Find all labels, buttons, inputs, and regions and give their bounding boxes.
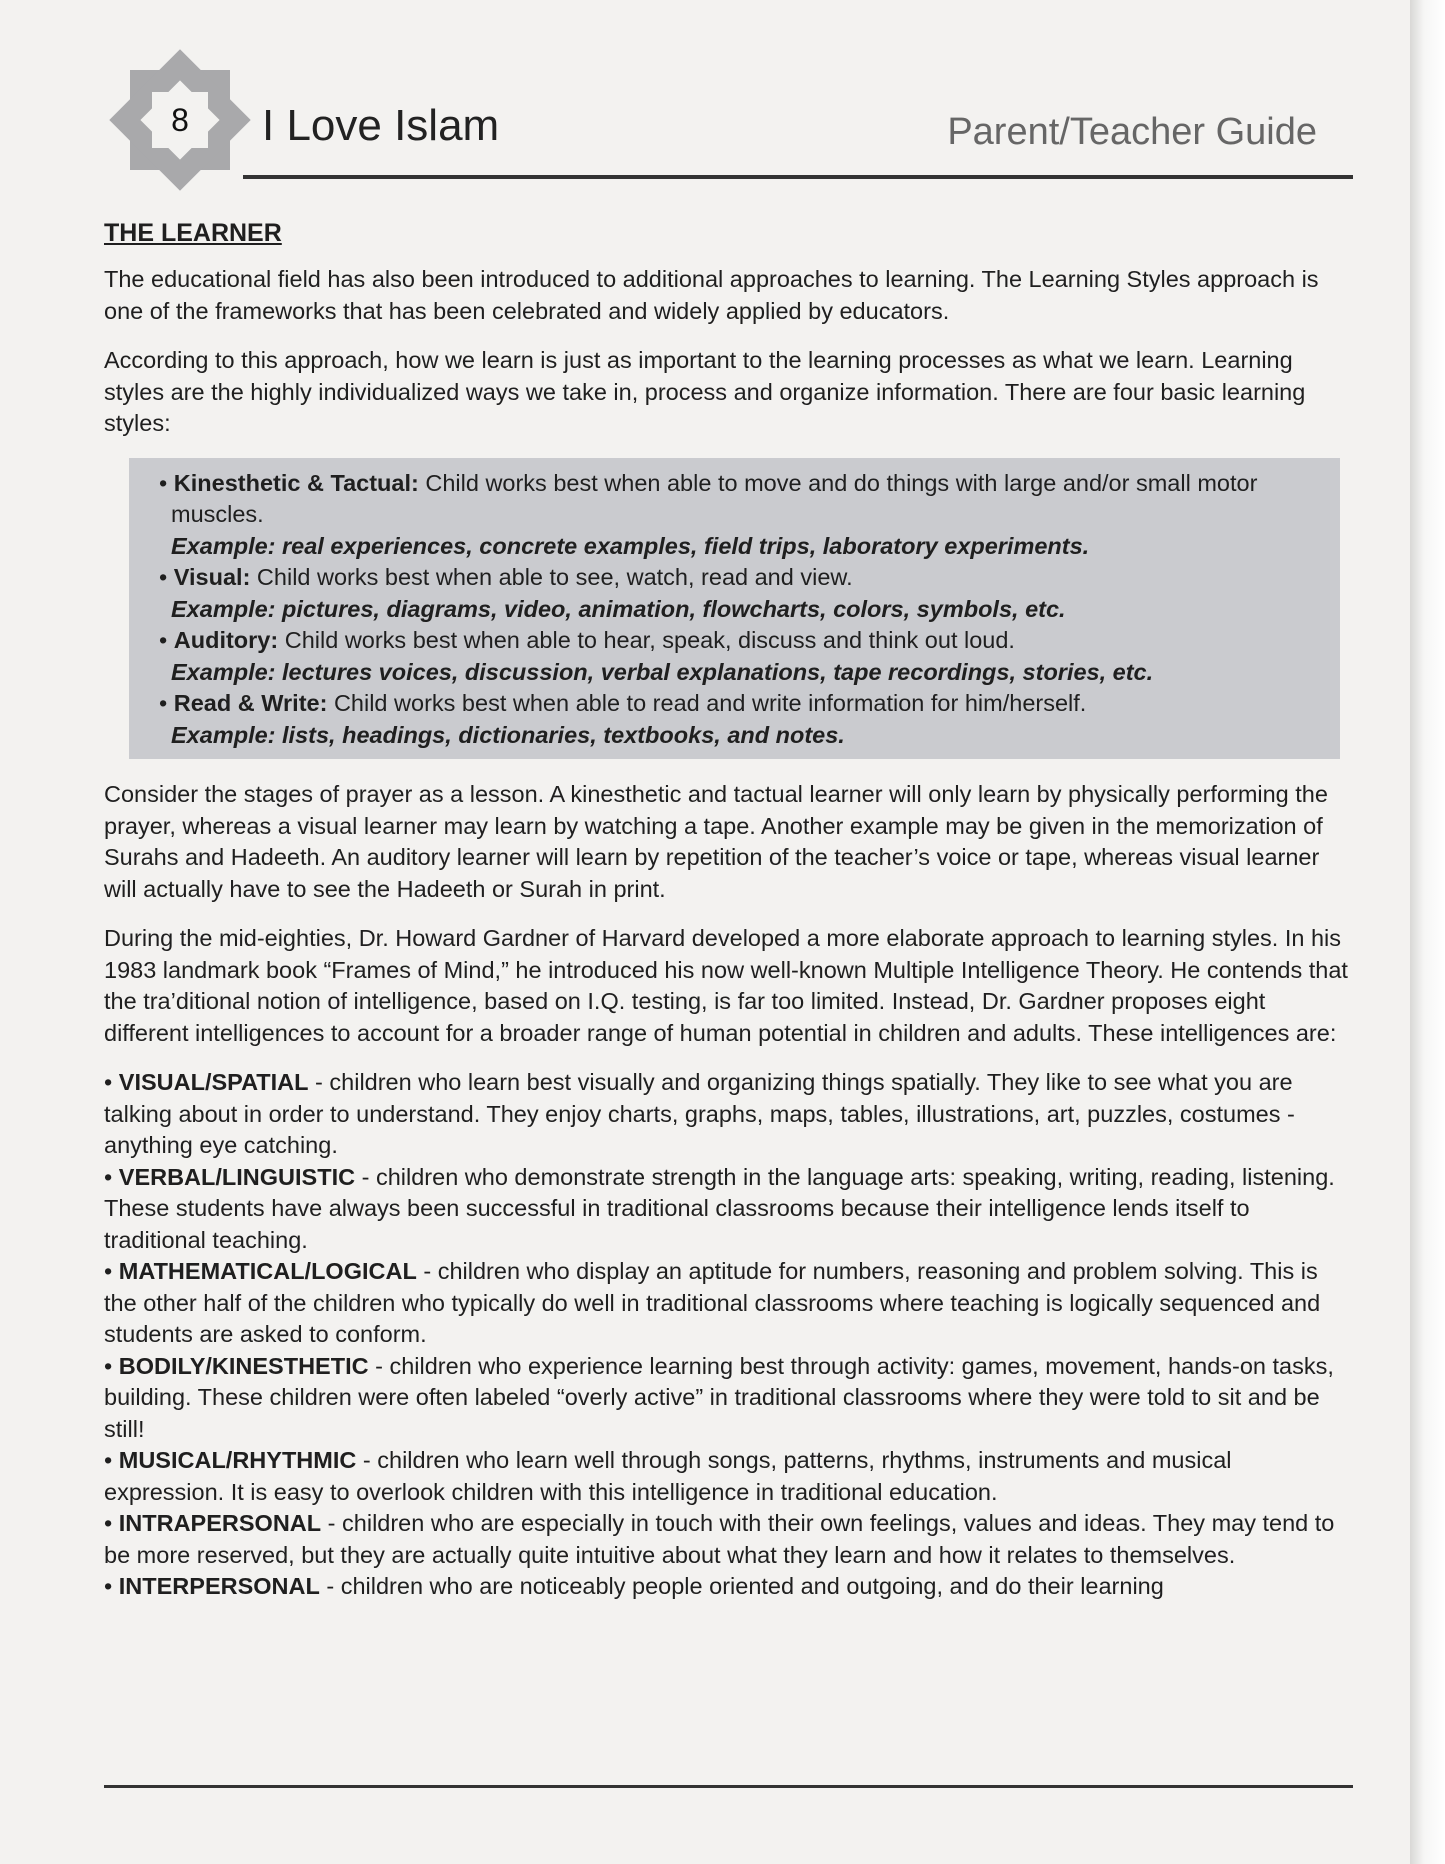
footer-divider — [104, 1785, 1353, 1788]
intelligence-description: - children who are especially in touch with their own feelings, values and ideas. They may tend to be more reserved, but they are actually quite intuitive about what they learn and how it relates to themselves. — [104, 1510, 1335, 1568]
header-divider — [243, 175, 1353, 179]
intelligences-list — [104, 1067, 1355, 1603]
page-number: 8 — [171, 102, 189, 138]
intelligence-item: • INTRAPERSONAL - children who are especially in touch with their own feelings, values and ideas. They may tend to be more reserved, but they are actually quite intuitive about what they learn and how it relates to themselves. — [104, 1510, 1335, 1568]
intelligence-description: - children who experience learning best through activity: games, movement, hands-on tasks, building. These children were often labeled “overly active” in traditional classrooms where they were told to sit and be still! — [104, 1352, 1334, 1442]
intelligence-description: - children who are noticeably people oriented and outgoing, and do their learning — [319, 1573, 1164, 1599]
intelligence-item: • VISUAL/SPATIAL - children who learn best visually and organizing things spatially. They like to see what you are talking about in order to understand. They enjoy charts, graphs, maps, tables, illustrations, art, puzzles, costumes - anything eye catching. — [104, 1069, 1295, 1158]
learning-style-item: • Auditory: Child works best when able to hear, speak, discuss and think out loud. Example: lectures voices, discussion, verbal explanations, tape recordings, stories, etc. — [171, 625, 1318, 688]
style-description: Child works best when able to hear, speak, discuss and think out loud. — [278, 627, 1015, 653]
intro-paragraph: The educational field has also been introduced to additional approaches to learning. The Learning Styles approach is one of the frameworks that has been celebrated and widely applied by educators. — [104, 266, 1319, 324]
main-content — [104, 216, 1355, 1603]
intelligence-item: • VERBAL/LINGUISTIC - children who demonstrate strength in the language arts: speaking, writing, reading, listening. These students have always been successful in traditional classrooms because their intelligence lends itself to traditional teaching. — [104, 1163, 1335, 1253]
book-title: I Love Islam — [262, 101, 500, 150]
intelligence-item: • BODILY/KINESTHETIC - children who experience learning best through activity: games, movement, hands-on tasks, building. These children were often labeled “overly active” in traditional classrooms where they were told to sit and be still! — [104, 1352, 1334, 1442]
intelligence-name: VISUAL/SPATIAL — [118, 1069, 309, 1095]
style-name: Kinesthetic & Tactual: — [173, 469, 419, 496]
learning-style-item: • Read & Write: Child works best when able to read and write information for him/herself. Example: lists, headings, dictionaries, textbooks, and notes. — [171, 688, 1318, 751]
style-example: Example: real experiences, concrete examples, field trips, laboratory experiments. — [171, 532, 1090, 559]
body-paragraph: Consider the stages of prayer as a lesson. A kinesthetic and tactual learner will only learn by physically performing the prayer, whereas a visual learner may learn by watching a tape. Another example may be given in the memorization of Surahs and Hadeeth. An auditory learner will learn by repetition of the teacher’s voice or tape, whereas visual learner will actually have to see the Hadeeth or Surah in print. — [104, 781, 1328, 902]
style-name: Read & Write: — [173, 690, 328, 716]
guide-title: Parent/Teacher Guide — [947, 111, 1317, 153]
style-name: Auditory: — [173, 627, 279, 653]
learning-style-item: • Visual: Child works best when able to see, watch, read and view. Example: pictures, diagrams, video, animation, flowcharts, colors, symbols, etc. — [171, 562, 1318, 625]
intelligence-name: BODILY/KINESTHETIC — [118, 1352, 369, 1379]
intelligence-description: - children who learn best visually and organizing things spatially. They like to see what you are talking about in order to understand. They enjoy charts, graphs, maps, tables, illustrations, art, puzzles, costumes - anything eye catching. — [104, 1069, 1295, 1158]
learning-style-item: • Kinesthetic & Tactual: Child works best when able to move and do things with large and/or small motor muscles. Example: real experiences, concrete examples, field trips, laboratory experiments. — [171, 468, 1318, 563]
intelligence-item: • MUSICAL/RHYTHMIC - children who learn well through songs, patterns, rhythms, instruments and musical expression. It is easy to overlook children with this intelligence in traditional education. — [104, 1447, 1232, 1505]
intelligence-item: • INTERPERSONAL - children who are noticeably people oriented and outgoing, and do their learning — [104, 1573, 1164, 1599]
style-example: Example: lectures voices, discussion, verbal explanations, tape recordings, stories, etc. — [171, 658, 1154, 685]
style-description: Child works best when able to move and do things with large and/or small motor muscles. — [171, 469, 1258, 527]
intelligence-name: INTRAPERSONAL — [118, 1510, 322, 1536]
intelligence-name: MUSICAL/RHYTHMIC — [118, 1447, 357, 1473]
learning-styles-box — [129, 458, 1340, 760]
intelligence-description: - children who demonstrate strength in the language arts: speaking, writing, reading, listening. These students have always been successful in traditional classrooms because their intelligence lends itself to traditional teaching. — [104, 1163, 1335, 1253]
intelligence-name: VERBAL/LINGUISTIC — [118, 1163, 356, 1190]
intro-paragraph: According to this approach, how we learn is just as important to the learning processes as what we learn. Learning styles are the highly individualized ways we take in, process and organize information. There are four basic learning styles: — [104, 347, 1306, 436]
intelligence-description: - children who display an aptitude for numbers, reasoning and problem solving. This is the other half of the children who typically do well in traditional classrooms where teaching is logically sequenced and students are asked to conform. — [104, 1258, 1321, 1347]
section-heading: THE LEARNER — [104, 219, 282, 247]
style-example: Example: lists, headings, dictionaries, textbooks, and notes. — [171, 721, 845, 748]
intelligence-item: • MATHEMATICAL/LOGICAL - children who display an aptitude for numbers, reasoning and problem solving. This is the other half of the children who typically do well in traditional classrooms where teaching is logically sequenced and students are asked to conform. — [104, 1258, 1321, 1347]
intelligence-name: INTERPERSONAL — [118, 1573, 320, 1599]
style-description: Child works best when able to read and write information for him/herself. — [327, 690, 1087, 716]
style-name: Visual: — [173, 564, 251, 590]
style-example: Example: pictures, diagrams, video, animation, flowcharts, colors, symbols, etc. — [171, 595, 1066, 622]
intelligence-name: MATHEMATICAL/LOGICAL — [118, 1258, 417, 1284]
body-paragraph: During the mid-eighties, Dr. Howard Gardner of Harvard developed a more elaborate approach to learning styles. In his 1983 landmark book “Frames of Mind,” he introduced his now well-known Multiple Intelligence Theory. He contends that the tra’ditional notion of intelligence, based on I.Q. testing, is far too limited. Instead, Dr. Gardner proposes eight different intelligences to account for a broader range of human potential in children and adults. These intelligences are: — [104, 925, 1348, 1046]
intelligence-description: - children who learn well through songs, patterns, rhythms, instruments and musical expression. It is easy to overlook children with this intelligence in traditional education. — [104, 1447, 1232, 1505]
page-edge — [1410, 0, 1445, 1864]
style-description: Child works best when able to see, watch, read and view. — [250, 564, 853, 590]
